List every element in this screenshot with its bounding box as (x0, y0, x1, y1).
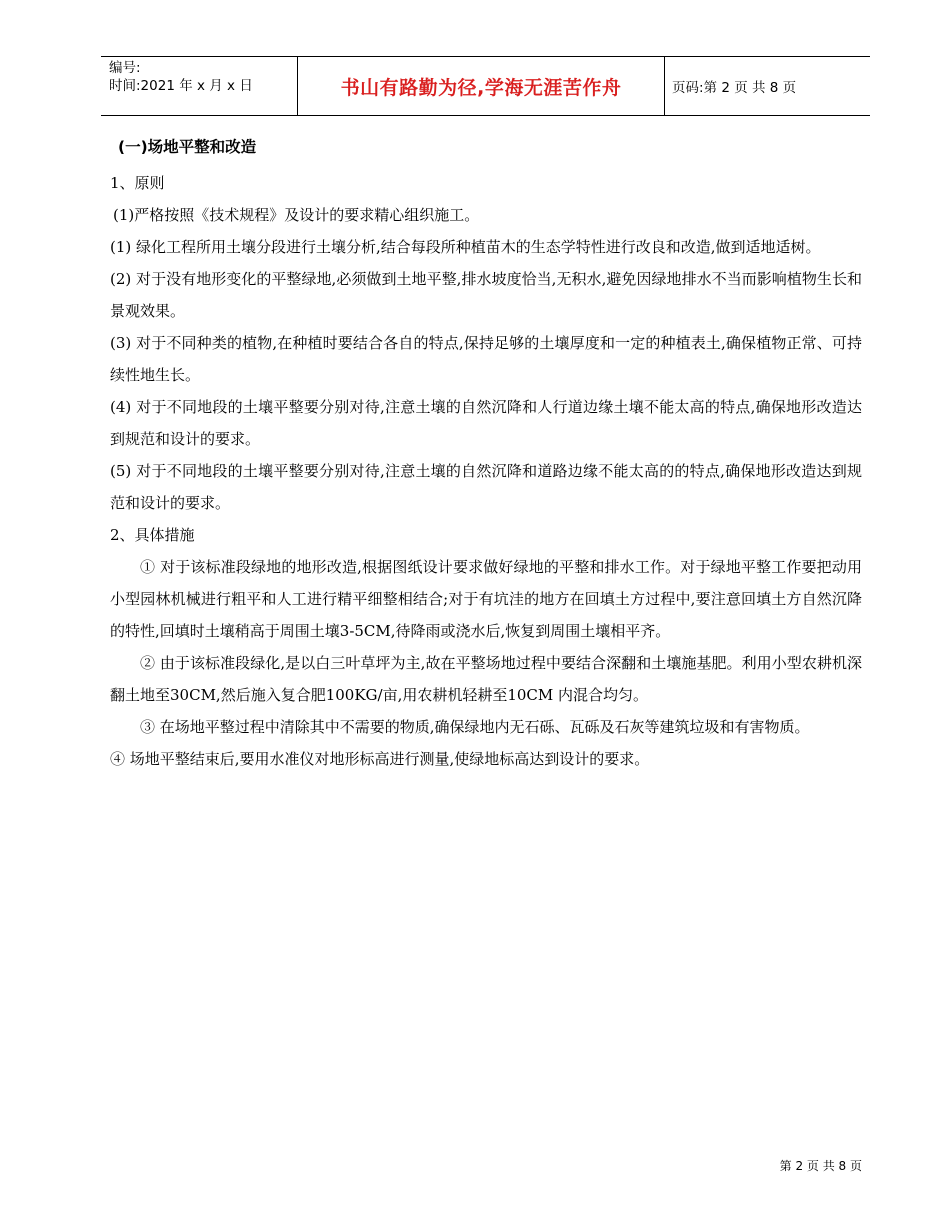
principle-item: (4) 对于不同地段的土壤平整要分别对待,注意土壤的自然沉降和人行道边缘土壤不能太高的特点,确保地形改造达到规范和设计的要求。 (110, 398, 862, 448)
measure-item: ③ 在场地平整过程中清除其中不需要的物质,确保绿地内无石砾、瓦砾及石灰等建筑垃圾和有害物质。 (140, 718, 810, 736)
header-meta (101, 57, 297, 115)
measure-item: ② 由于该标准段绿化,是以白三叶草坪为主,故在平整场地过程中要结合深翻和土壤施基肥。利用小型农耕机深翻土地至30CM,然后施入复合肥100KG/亩,用农耕机轻耕至10CM 内混合均匀。 (110, 654, 862, 704)
principle-item: (5) 对于不同地段的土壤平整要分别对待,注意土壤的自然沉降和道路边缘不能太高的的特点,确保地形改造达到规范和设计的要求。 (110, 462, 862, 512)
measure-item: ① 对于该标准段绿地的地形改造,根据图纸设计要求做好绿地的平整和排水工作。对于绿地平整工作要把动用小型园林机械进行粗平和人工进行精平细整相结合;对于有坑洼的地方在回填土方过程中,要注意回填土方自然沉降的特性,回填时土壤稍高于周围土壤3-5CM,待降雨或浇水后,恢复到周围土壤相平齐。 (110, 558, 862, 640)
document-time-label: 时间:2021 年 x 月 x 日 (109, 78, 253, 94)
page-footer: 第 2 页 共 8 页 (779, 1159, 862, 1173)
document-number-label: 编号: (109, 60, 141, 76)
subheading-measures: 2、具体措施 (110, 526, 195, 544)
principle-item: (2) 对于没有地形变化的平整绿地,必须做到土地平整,排水坡度恰当,无积水,避免因绿地排水不当而影响植物生长和景观效果。 (110, 270, 862, 320)
measure-item: ④ 场地平整结束后,要用水准仪对地形标高进行测量,使绿地标高达到设计的要求。 (110, 750, 650, 768)
principle-item: (1)严格按照《技术规程》及设计的要求精心组织施工。 (113, 206, 480, 224)
section-title: (一)场地平整和改造 (118, 138, 257, 156)
subheading-principles: 1、原则 (110, 174, 165, 192)
header-page-cell (664, 57, 870, 115)
header-slogan: 书山有路勤为径,学海无涯苦作舟 (340, 76, 622, 99)
principle-item: (1) 绿化工程所用土壤分段进行土壤分析,结合每段所种植苗木的生态学特性进行改良和改造,做到适地适树。 (110, 238, 821, 256)
document-body (110, 127, 862, 775)
principle-item: (3) 对于不同种类的植物,在种植时要结合各自的特点,保持足够的土壤厚度和一定的种植表土,确保植物正常、可持续性地生长。 (110, 334, 862, 384)
header-slogan-cell (297, 57, 665, 115)
header-page-info: 页码:第 2 页 共 8 页 (672, 80, 797, 96)
page-header (101, 56, 870, 116)
